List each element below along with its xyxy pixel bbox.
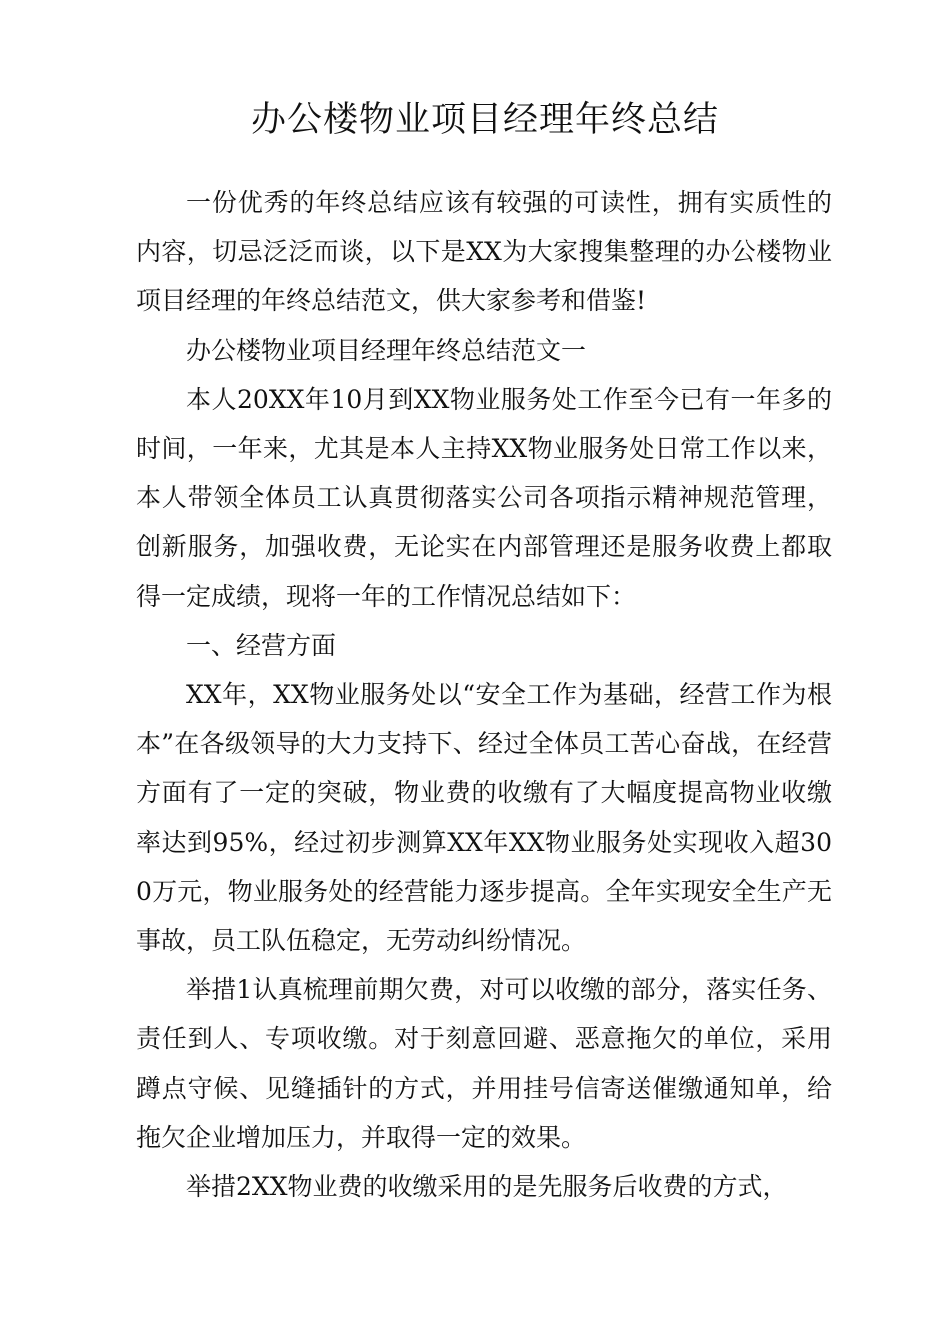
body-paragraph: XX年，XX物业服务处以“安全工作为基础，经营工作为根本”在各级领导的大力支持下、经过全体员工苦心奋战，在经营方面有了一定的突破，物业费的收缴有了大幅度提高物业收缴率达到95%，经过初步测算XX年XX物业服务处实现收入超300万元，物业服务处的经营能力逐步提高。全年实现安全生产无事故，员工队伍稳定，无劳动纠纷情况。 <box>136 680 832 956</box>
subsection-heading: 一、经营方面 <box>186 630 337 660</box>
body-paragraph: 本人20XX年10月到XX物业服务处工作至今已有一年多的时间，一年来，尤其是本人主持XX物业服务处日常工作以来，本人带领全体员工认真贯彻落实公司各项指示精神规范管理，创新服务，加强收费，无论实在内部管理还是服务收费上都取得一定成绩，现将一年的工作情况总结如下： <box>136 384 832 611</box>
section-heading: 办公楼物业项目经理年终总结范文一 <box>186 335 587 365</box>
document-title: 办公楼物业项目经理年终总结 <box>250 100 719 140</box>
body-paragraph: 举措2XX物业费的收缴采用的是先服务后收费的方式， <box>186 1172 788 1202</box>
body-paragraph: 举措1认真梳理前期欠费，对可以收缴的部分，落实任务、责任到人、专项收缴。对于刻意回避、恶意拖欠的单位，采用蹲点守候、见缝插针的方式，并用挂号信寄送催缴通知单，给拖欠企业增加压力，并取得一定的效果。 <box>136 975 832 1152</box>
intro-paragraph: 一份优秀的年终总结应该有较强的可读性，拥有实质性的内容，切忌泛泛而谈，以下是XX为大家搜集整理的办公楼物业项目经理的年终总结范文，供大家参考和借鉴! <box>136 188 832 316</box>
